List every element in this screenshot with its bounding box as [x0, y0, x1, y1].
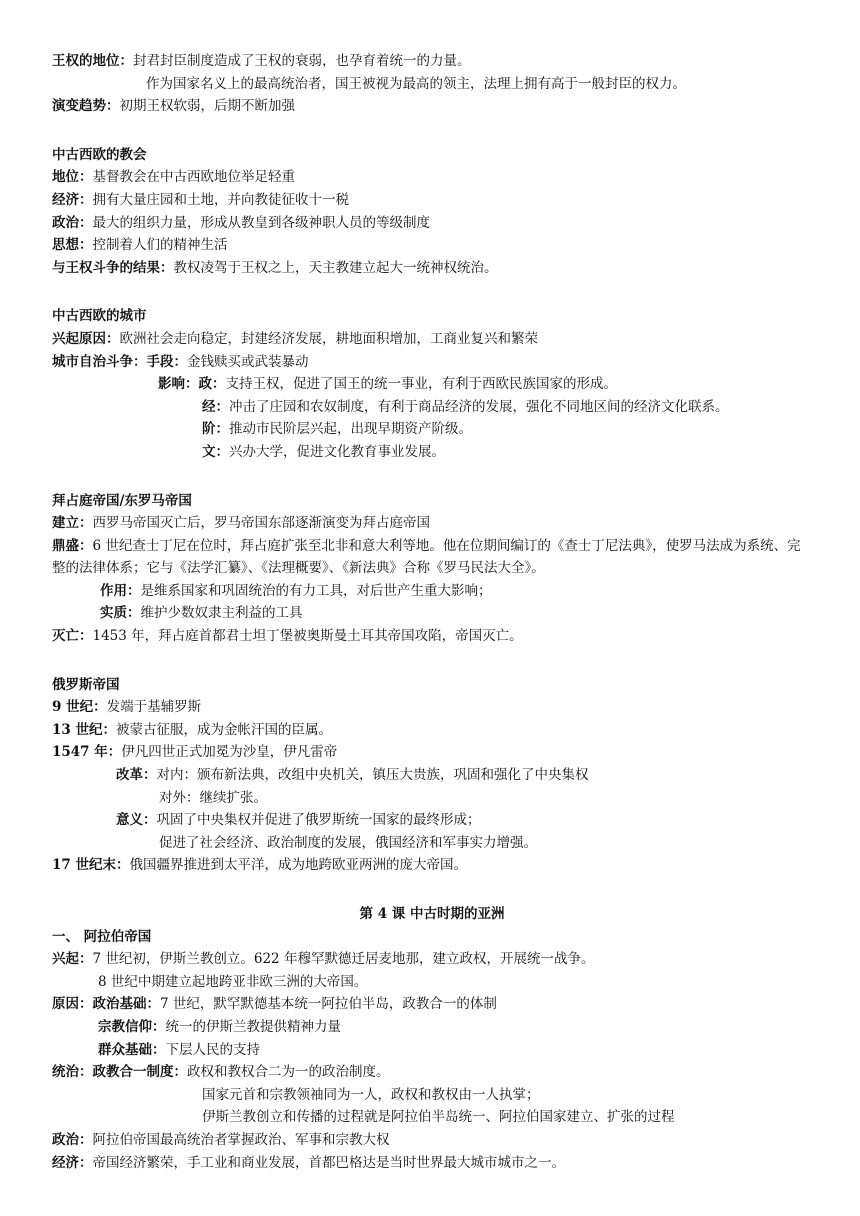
- church-thought-line: [52, 234, 812, 257]
- arab-rule-text: 政权和教权合二为一的政治制度。: [187, 1064, 390, 1081]
- arab-econ-text: 帝国经济繁荣，手工业和商业发展，首都巴格达是当时世界最大城市城市之一。: [92, 1154, 565, 1171]
- russia-c17-text: 俄国疆界推进到太平洋，成为地跨欧亚两洲的庞大帝国。: [129, 857, 467, 874]
- trend-text: 初期王权软弱，后期不断加强: [119, 98, 295, 115]
- city-culture-label: 文：: [202, 443, 229, 460]
- arab-econ-line: [52, 1152, 812, 1175]
- russia-c17-label: 17 世纪末：: [52, 857, 130, 874]
- city-impact-econ-text: 冲击了庄园和农奴制度，有利于商品经济的发展，强化不同地区间的经济文化联系。: [229, 398, 729, 415]
- city-rise-line: [52, 328, 812, 351]
- russia-reform-line: [52, 764, 812, 787]
- russia-1547-label: 1547 年：: [52, 744, 122, 761]
- arab-rule-line-2: [52, 1084, 812, 1107]
- church-thought-label: 思想：: [52, 237, 93, 254]
- royal-status-line-2: [52, 73, 812, 96]
- city-struggle-label: 城市自治斗争：手段：: [52, 353, 187, 370]
- russia-reform-line-2: [52, 787, 812, 810]
- trend-line: [52, 95, 812, 118]
- arab-rise-label: 兴起：: [52, 951, 93, 968]
- arab-cause-line: [52, 993, 812, 1016]
- byzantine-peak-line: [52, 535, 812, 580]
- arab-rule-label: 统治：政教合一制度：: [52, 1064, 187, 1081]
- byzantine-fall-label: 灭亡：: [52, 628, 93, 645]
- russia-c9-label: 9 世纪：: [52, 699, 107, 716]
- byzantine-role-line: [52, 580, 812, 603]
- arab-mass-line: [52, 1039, 812, 1062]
- russia-c9-text: 发端于基辅罗斯: [106, 699, 202, 716]
- russia-c13-text: 被蒙古征服，成为金帐汗国的臣属。: [116, 721, 332, 738]
- city-struggle-text: 金钱赎买或武装暴动: [187, 353, 309, 370]
- trend-label: 演变趋势：: [52, 98, 120, 115]
- russia-c13-label: 13 世纪：: [52, 721, 116, 738]
- byzantine-role-text: 是维系国家和巩固统治的有力工具，对后世产生重大影响；: [140, 582, 492, 599]
- arab-rule-line-3: [52, 1106, 812, 1129]
- russia-meaning-line: [52, 809, 812, 832]
- city-struggle-line: [52, 351, 812, 374]
- byzantine-role-label: 作用：: [100, 582, 141, 599]
- church-result-label: 与王权斗争的结果：: [52, 259, 174, 276]
- city-impact-culture-text: 兴办大学，促进文化教育事业发展。: [229, 443, 445, 460]
- church-thought-text: 控制着人们的精神生活: [92, 237, 228, 254]
- byzantine-fall-text: 1453 年，拜占庭首都君士坦丁堡被奥斯曼土耳其帝国攻陷，帝国灭亡。: [92, 628, 523, 645]
- byzantine-essence-label: 实质：: [100, 605, 141, 622]
- russia-title: 俄罗斯帝国: [52, 676, 120, 693]
- arab-mass-label: 群众基础：: [98, 1041, 166, 1058]
- arab-rise-line-2: [52, 971, 812, 994]
- royal-status-text-2: 作为国家名义上的最高统治者，国王被视为最高的领主，法理上拥有高于一般封臣的权力。: [146, 75, 686, 92]
- russia-c13-line: [52, 719, 812, 742]
- arab-rise-text: 7 世纪初，伊斯兰教创立。622 年穆罕默德迁居麦地那，建立政权，开展统一战争。: [92, 951, 595, 968]
- city-impact-class-text: 推动市民阶层兴起，出现早期资产阶级。: [229, 421, 472, 438]
- arab-rise-line: [52, 948, 812, 971]
- arab-rise-text-2: 8 世纪中期建立起地跨亚非欧三洲的大帝国。: [98, 973, 368, 990]
- russia-1547-line: [52, 741, 812, 764]
- byzantine-peak-label: 鼎盛：: [52, 537, 93, 554]
- city-impact-label: 影响：政：: [158, 376, 226, 393]
- church-econ-line: [52, 189, 812, 212]
- russia-c17-line: [52, 854, 812, 877]
- church-status-label: 地位：: [52, 169, 93, 186]
- russia-meaning-text-2: 促进了社会经济、政治制度的发展，俄国经济和军事实力增强。: [159, 834, 537, 851]
- church-econ-label: 经济：: [52, 191, 93, 208]
- royal-status-line: [52, 50, 812, 73]
- church-pol-text: 最大的组织力量，形成从教皇到各级神职人员的等级制度: [92, 214, 430, 231]
- church-pol-line: [52, 212, 812, 235]
- russia-1547-text: 伊凡四世正式加冕为沙皇，伊凡雷帝: [121, 744, 338, 761]
- city-impact-econ-line: [52, 396, 812, 419]
- byzantine-found-label: 建立：: [52, 515, 93, 532]
- russia-meaning-line-2: [52, 832, 812, 855]
- arab-econ-label: 经济：: [52, 1154, 93, 1171]
- arab-faith-text: 统一的伊斯兰教提供精神力量: [165, 1018, 341, 1035]
- arab-rule-line: [52, 1061, 812, 1084]
- russia-meaning-text: 巩固了中央集权并促进了俄罗斯统一国家的最终形成；: [156, 812, 481, 829]
- lesson-heading: 第 4 课 中古时期的亚洲: [359, 906, 505, 922]
- russia-c9-line: [52, 696, 812, 719]
- arab-faith-line: [52, 1016, 812, 1039]
- arab-pol-label: 政治：: [52, 1131, 93, 1148]
- city-econ-label: 经：: [202, 398, 229, 415]
- byzantine-found-text: 西罗马帝国灭亡后，罗马帝国东部逐渐演变为拜占庭帝国: [92, 515, 430, 532]
- city-class-label: 阶：: [202, 421, 229, 438]
- byzantine-essence-text: 维护少数奴隶主利益的工具: [140, 605, 303, 622]
- arab-rule-text-2: 国家元首和宗教领袖同为一人，政权和教权由一人执掌；: [202, 1086, 540, 1103]
- royal-status-text: 封君封臣制度造成了王权的衰弱，也孕育着统一的力量。: [133, 53, 471, 69]
- church-pol-label: 政治：: [52, 214, 93, 231]
- russia-meaning-label: 意义：: [116, 812, 157, 829]
- arab-empire-title: 一、 阿拉伯帝国: [52, 928, 152, 945]
- arab-rule-text-3: 伊斯兰教创立和传播的过程就是阿拉伯半岛统一、阿拉伯国家建立、扩张的过程: [202, 1109, 675, 1126]
- city-impact-class-line: [52, 418, 812, 441]
- document-page: [52, 50, 812, 1174]
- church-status-text: 基督教会在中古西欧地位举足轻重: [92, 169, 295, 186]
- russia-reform-text-2: 对外：继续扩张。: [159, 789, 267, 806]
- russia-reform-text: 对内：颁布新法典，改组中央机关，镇压大贵族，巩固和强化了中央集权: [156, 767, 589, 784]
- church-econ-text: 拥有大量庄园和土地，并向教徒征收十一税: [92, 191, 349, 208]
- byzantine-found-line: [52, 512, 812, 535]
- church-title: 中古西欧的教会: [52, 146, 147, 163]
- byzantine-fall-line: [52, 625, 812, 648]
- city-impact-culture-line: [52, 441, 812, 464]
- byzantine-title: 拜占庭帝国/东罗马帝国: [52, 492, 192, 509]
- arab-pol-text: 阿拉伯帝国最高统治者掌握政治、军事和宗教大权: [92, 1131, 390, 1148]
- royal-status-label: 王权的地位：: [52, 53, 133, 69]
- arab-cause-text: 7 世纪，默罕默德基本统一阿拉伯半岛，政教合一的体制: [160, 996, 497, 1013]
- russia-reform-label: 改革：: [116, 767, 157, 784]
- arab-faith-label: 宗教信仰：: [98, 1018, 166, 1035]
- city-rise-label: 兴起原因：: [52, 330, 120, 347]
- arab-mass-text: 下层人民的支持: [165, 1041, 260, 1058]
- byzantine-peak-text: 6 世纪查士丁尼在位时，拜占庭扩张至北非和意大利等地。他在位期间编订的《查士丁尼法典》，使罗马法成为系统、完整的法律体系；它与《法学汇纂》、《法理概要》、《新法典》合称《罗马民法大全》。: [52, 537, 801, 577]
- city-title: 中古西欧的城市: [52, 308, 147, 325]
- church-status-line: [52, 166, 812, 189]
- arab-pol-line: [52, 1129, 812, 1152]
- byzantine-essence-line: [52, 602, 812, 625]
- church-result-line: [52, 257, 812, 280]
- church-result-text: 教权凌驾于王权之上，天主教建立起大一统神权统治。: [173, 259, 498, 276]
- city-impact-pol-text: 支持王权，促进了国王的统一事业，有利于西欧民族国家的形成。: [225, 376, 617, 393]
- city-impact-pol-line: [52, 373, 812, 396]
- arab-cause-label: 原因：政治基础：: [52, 996, 160, 1013]
- city-rise-text: 欧洲社会走向稳定，封建经济发展，耕地面积增加，工商业复兴和繁荣: [119, 330, 538, 347]
